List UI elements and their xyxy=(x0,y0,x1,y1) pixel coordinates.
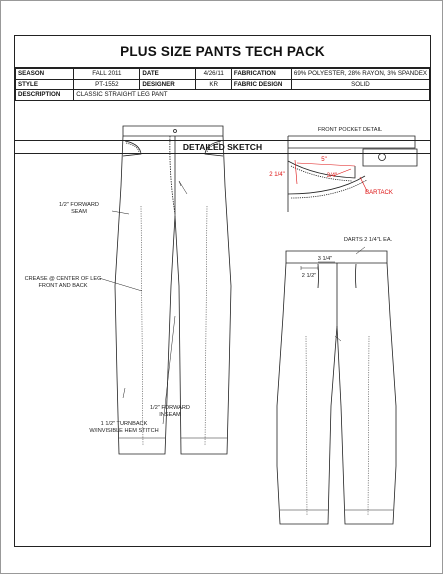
sketch-header: DETAILED SKETCH xyxy=(15,140,430,154)
callout-dart-3-1-4: 3 1/4" xyxy=(317,256,333,262)
fabrication-label: FABRICATION xyxy=(231,69,291,80)
sketch-area xyxy=(15,36,430,546)
front-pocket-detail xyxy=(269,127,417,212)
description-label: DESCRIPTION xyxy=(16,90,74,101)
description-value: CLASSIC STRAIGHT LEG PANT xyxy=(74,90,430,101)
callout-turnback-line2: W/INVISIBLE HEM STITCH xyxy=(89,428,159,434)
callout-forward-seam-line2: SEAM xyxy=(71,209,87,215)
designer-label: DESIGNER xyxy=(140,79,196,90)
pocket-detail-title: FRONT POCKET DETAIL xyxy=(317,127,383,133)
back-dart-callouts xyxy=(301,247,365,270)
season-label: SEASON xyxy=(16,69,74,80)
callout-turnback-line1: 1 1/2" TURNBACK xyxy=(100,421,148,427)
callout-forward-seam-line1: 1/2" FORWARD xyxy=(59,202,99,208)
fabric-design-label: FABRIC DESIGN xyxy=(231,79,291,90)
callout-crease-line2: FRONT AND BACK xyxy=(38,283,88,289)
season-value: FALL 2011 xyxy=(74,69,140,80)
callout-crease-line1: CREASE @ CENTER OF LEG xyxy=(24,276,102,282)
front-callout-leaders xyxy=(99,211,175,424)
pocket-dim-2-1-4: 2 1/4" xyxy=(269,172,285,178)
pocket-dim-5: 5" xyxy=(321,157,327,163)
fabric-design-value: SOLID xyxy=(291,79,429,90)
pocket-bartack-label: BARTACK xyxy=(365,190,393,196)
tech-pack-sheet xyxy=(14,35,431,547)
page-title: PLUS SIZE PANTS TECH PACK xyxy=(15,36,430,68)
back-pants-sketch xyxy=(277,251,396,524)
designer-value: KR xyxy=(196,79,231,90)
fabrication-value: 69% POLYESTER, 28% RAYON, 3% SPANDEX xyxy=(291,69,429,80)
date-value: 4/26/11 xyxy=(196,69,231,80)
style-value: PT-1552 xyxy=(74,79,140,90)
front-callout-labels xyxy=(25,202,190,434)
style-label: STYLE xyxy=(16,79,74,90)
callout-dart-2-1-2: 2 1/2" xyxy=(301,273,317,279)
date-label: DATE xyxy=(140,69,196,80)
callout-darts: DARTS 2 1/4"L EA. xyxy=(343,237,393,243)
callout-forward-inseam-line1: 1/2" FORWARD xyxy=(150,405,190,411)
pocket-dim-3-4: 3/4" xyxy=(326,173,338,179)
callout-forward-inseam-line2: INSEAM xyxy=(159,412,181,418)
